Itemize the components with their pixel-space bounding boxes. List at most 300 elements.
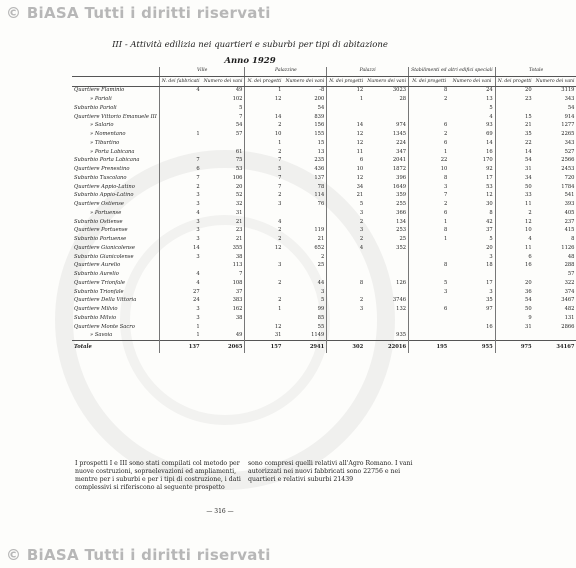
value-cell: 22016 (365, 341, 408, 354)
value-cell (449, 314, 495, 323)
value-cell (245, 253, 283, 262)
group-header-stabilimenti: Stabilimenti ed altri edifici speciali (409, 67, 496, 76)
table-row (72, 130, 576, 139)
row-label: Suburbio Appio-Latino (74, 192, 134, 199)
value-cell: 8 (489, 209, 493, 216)
value-cell: 347 (396, 148, 407, 155)
table-row (72, 227, 576, 236)
value-cell: 3 (159, 314, 201, 323)
value-cell: 78 (317, 183, 325, 190)
value-cell (327, 104, 365, 113)
value-cell (245, 288, 283, 297)
value-cell: 11 (495, 200, 533, 209)
row-label: Suburbio Trionfale (74, 288, 124, 295)
row-label: » Porta Labicana (90, 148, 135, 155)
value-cell (327, 253, 365, 262)
value-cell: 44 (317, 279, 325, 286)
value-cell: 2 (327, 235, 365, 244)
value-cell (365, 314, 408, 323)
value-cell: 975 (495, 341, 533, 354)
value-cell: 50 (495, 183, 533, 192)
value-cell: 3 (245, 200, 283, 209)
row-label: Quartiere Appio-Latino (74, 183, 135, 190)
value-cell (245, 270, 283, 279)
value-cell: 5 (239, 104, 243, 111)
value-cell: 54 (317, 104, 325, 111)
value-cell (409, 332, 450, 341)
value-cell (327, 113, 365, 122)
table-row (72, 218, 576, 227)
statistics-table (72, 67, 576, 353)
value-cell: 4 (159, 209, 201, 218)
row-label: Suburbio Milvio (74, 314, 117, 321)
row-label: Quartiere Ostiense (74, 201, 124, 208)
value-cell: 3 (489, 288, 493, 295)
value-cell: 5 (327, 200, 365, 209)
value-cell: 3 (327, 305, 365, 314)
value-cell (365, 104, 408, 113)
value-cell (159, 148, 201, 157)
value-cell: 5 (489, 236, 493, 243)
value-cell: 38 (235, 253, 243, 260)
value-cell: 2 (159, 183, 201, 192)
value-cell: 974 (396, 122, 407, 129)
value-cell: 2 (327, 218, 365, 227)
value-cell: 131 (564, 314, 575, 321)
value-cell: 237 (564, 218, 575, 225)
value-cell: 2 (409, 130, 450, 139)
value-cell: 132 (396, 306, 407, 313)
watermark-top: © BiASA Tutti i diritti riservati (6, 4, 271, 22)
value-cell: 1 (409, 148, 450, 157)
corner-cell (72, 67, 159, 76)
table-row (72, 314, 576, 323)
value-cell: 54 (495, 297, 533, 306)
value-cell: 57 (567, 271, 575, 278)
value-cell: 352 (396, 244, 407, 251)
value-cell: 10 (495, 227, 533, 236)
row-label: Suburbio Tuscolano (74, 174, 127, 181)
sub-header: N. dei progetti (327, 76, 365, 86)
value-cell: 3 (409, 183, 450, 192)
table-row (72, 122, 576, 131)
value-cell: 137 (314, 174, 325, 181)
value-cell: 8 (409, 86, 450, 95)
value-cell: 541 (564, 192, 575, 199)
value-cell: 3467 (561, 297, 575, 304)
value-cell: 3 (489, 253, 493, 260)
value-cell (202, 139, 245, 148)
table-row (72, 323, 576, 332)
value-cell: 2866 (561, 323, 575, 330)
value-cell: 1784 (561, 183, 575, 190)
value-cell (495, 270, 533, 279)
table-row (72, 305, 576, 314)
value-cell: 235 (314, 157, 325, 164)
sub-header: Numero dei vani (283, 76, 326, 86)
value-cell: 374 (564, 288, 575, 295)
value-cell: 6 (409, 122, 450, 131)
value-cell: 31 (245, 332, 283, 341)
value-cell: 343 (564, 96, 575, 103)
value-cell: 8 (571, 236, 575, 243)
value-cell: 75 (235, 157, 243, 164)
row-label: Suburbio Portuense (74, 236, 127, 243)
value-cell: 49 (235, 332, 243, 339)
value-cell: 5 (320, 297, 325, 304)
value-cell (327, 314, 365, 323)
group-header-row (72, 67, 576, 76)
value-cell: 3023 (392, 87, 407, 94)
value-cell: 1 (327, 95, 365, 104)
table-row (72, 174, 576, 183)
table-row (72, 183, 576, 192)
value-cell: 108 (232, 279, 243, 286)
row-label: Quartiere Milvio (74, 306, 118, 313)
row-label: » Tiburtino (90, 139, 120, 146)
value-cell: 2 (409, 200, 450, 209)
value-cell: 12 (245, 323, 283, 332)
value-cell: 52 (235, 192, 243, 199)
value-cell: 415 (564, 227, 575, 234)
group-header-ville: Ville (159, 67, 245, 76)
table-body (72, 86, 576, 353)
value-cell: 1345 (392, 131, 407, 138)
value-cell: 405 (564, 209, 575, 216)
footnote-right: sono compresi quelli relativi all'Agro Romano. I vani autorizzati nei nuovi fabbricati sono 22756 e nei quartieri e relativi suburbi 21439 (248, 460, 413, 483)
value-cell: 69 (486, 131, 493, 138)
value-cell (245, 209, 283, 218)
value-cell: 6 (409, 305, 450, 314)
value-cell: 113 (232, 262, 243, 269)
value-cell: 7 (245, 183, 283, 192)
value-cell: 2 (327, 297, 365, 306)
value-cell: 20 (235, 183, 243, 190)
group-header-totale: Totale (495, 67, 576, 76)
value-cell: 7 (159, 174, 201, 183)
value-cell (159, 104, 201, 113)
row-label: » Portuense (90, 209, 122, 216)
row-label: » Savoia (90, 332, 113, 339)
value-cell (409, 314, 450, 323)
value-cell: 10 (409, 165, 450, 174)
value-cell: 6 (495, 253, 533, 262)
sub-header: N. dei progetti (409, 76, 450, 86)
row-label: Quartiere Trionfale (74, 279, 125, 286)
value-cell: 3746 (392, 297, 407, 304)
value-cell: 10 (245, 130, 283, 139)
value-cell: 9 (495, 314, 533, 323)
row-label: Suburbio Parioli (74, 104, 117, 111)
value-cell: 4 (159, 270, 201, 279)
value-cell: 3 (320, 288, 325, 295)
value-cell: 22 (409, 157, 450, 166)
value-cell (409, 270, 450, 279)
table-row (72, 288, 576, 297)
value-cell: 42 (486, 218, 493, 225)
sub-header: N. dei progetti (495, 76, 533, 86)
row-label: Quartiere Prenestino (74, 166, 130, 173)
value-cell (365, 288, 408, 297)
value-cell: 914 (564, 113, 575, 120)
value-cell (202, 323, 245, 332)
table-row (72, 95, 576, 104)
value-cell: 126 (396, 279, 407, 286)
value-cell: 6 (327, 157, 365, 166)
value-cell: 1149 (311, 332, 325, 339)
value-cell (283, 218, 326, 227)
value-cell: 1126 (561, 244, 575, 251)
value-cell: 12 (327, 86, 365, 95)
value-cell: 31 (235, 209, 243, 216)
value-cell: 30 (486, 201, 493, 208)
value-cell: 17 (486, 279, 493, 286)
value-cell: 393 (564, 201, 575, 208)
value-cell: 12 (327, 174, 365, 183)
value-cell: 2 (245, 148, 283, 157)
value-cell: 18 (486, 262, 493, 269)
value-cell (327, 323, 365, 332)
value-cell: 34167 (534, 341, 576, 354)
value-cell: 3 (159, 218, 201, 227)
value-cell: 2265 (561, 131, 575, 138)
value-cell: 34 (327, 183, 365, 192)
value-cell: 2 (245, 192, 283, 201)
totals-row (72, 341, 576, 354)
value-cell: 36 (495, 288, 533, 297)
value-cell (365, 113, 408, 122)
value-cell: 155 (314, 131, 325, 138)
value-cell: 7 (245, 157, 283, 166)
value-cell: 3 (159, 235, 201, 244)
value-cell (495, 332, 533, 341)
value-cell: 12 (486, 192, 493, 199)
value-cell: 114 (314, 192, 325, 199)
value-cell: 2065 (202, 341, 245, 354)
value-cell: 34 (495, 174, 533, 183)
value-cell: 21 (327, 192, 365, 201)
value-cell: 1 (409, 235, 450, 244)
value-cell: 37 (486, 227, 493, 234)
value-cell: 8 (409, 227, 450, 236)
value-cell: 6 (409, 139, 450, 148)
value-cell: 8 (327, 279, 365, 288)
row-label: » Salario (90, 122, 114, 129)
value-cell: 5 (245, 165, 283, 174)
table-row (72, 297, 576, 306)
value-cell: 2 (409, 95, 450, 104)
value-cell: 99 (317, 306, 325, 313)
value-cell: 16 (486, 148, 493, 155)
value-cell: 3 (159, 192, 201, 201)
value-cell: 4 (327, 244, 365, 253)
value-cell: 93 (486, 122, 493, 129)
value-cell: 652 (314, 244, 325, 251)
sub-header: Numero dei vani (449, 76, 495, 86)
value-cell: 2453 (561, 166, 575, 173)
value-cell: 255 (396, 201, 407, 208)
value-cell: 119 (314, 227, 325, 234)
value-cell (327, 332, 365, 341)
value-cell (283, 270, 326, 279)
value-cell (159, 262, 201, 271)
value-cell: 23 (235, 227, 243, 234)
value-cell: 2041 (392, 157, 407, 164)
value-cell (365, 253, 408, 262)
page-number: — 316 — (206, 508, 234, 515)
value-cell: 12 (495, 218, 533, 227)
value-cell: 97 (486, 306, 493, 313)
value-cell: 20 (486, 244, 493, 251)
value-cell: 12 (327, 130, 365, 139)
value-cell: 14 (327, 122, 365, 131)
table-subtitle: Anno 1929 (224, 56, 276, 66)
value-cell: 35 (495, 130, 533, 139)
table-row (72, 235, 576, 244)
value-cell: 5 (409, 279, 450, 288)
value-cell: 2941 (283, 341, 326, 354)
table-title: III - Attività edilizia nei quartieri e suburbi per tipi di abitazione (112, 40, 388, 50)
row-label: Suburbio Aurelio (74, 271, 119, 278)
value-cell: 54 (495, 157, 533, 166)
value-cell: 157 (245, 341, 283, 354)
table-row (72, 270, 576, 279)
value-cell: 359 (396, 192, 407, 199)
value-cell: 17 (486, 174, 493, 181)
value-cell (409, 244, 450, 253)
sub-header-row (72, 76, 576, 86)
group-header-palazzi: Palazzi (327, 67, 409, 76)
row-label: Quartiere Aurelio (74, 262, 121, 269)
value-cell: 53 (486, 183, 493, 190)
value-cell: 3 (245, 262, 283, 271)
value-cell: 200 (314, 96, 325, 103)
table-row (72, 86, 576, 95)
value-cell: 12 (245, 95, 283, 104)
table-row (72, 200, 576, 209)
value-cell: 10 (327, 165, 365, 174)
value-cell: 85 (317, 314, 325, 321)
value-cell: 2 (245, 122, 283, 131)
value-cell: 106 (232, 174, 243, 181)
value-cell: 76 (317, 201, 325, 208)
value-cell: 3 (159, 253, 201, 262)
value-cell: 1 (159, 130, 201, 139)
value-cell: 3119 (561, 87, 575, 94)
value-cell: 7 (159, 157, 201, 166)
value-cell: 7 (239, 113, 243, 120)
value-cell: 50 (495, 305, 533, 314)
value-cell: 55 (317, 323, 325, 330)
value-cell: 13 (317, 148, 325, 155)
value-cell: 53 (235, 166, 243, 173)
value-cell: 366 (396, 209, 407, 216)
value-cell: 92 (486, 166, 493, 173)
sub-header: Numero dei vani (534, 76, 576, 86)
value-cell: 2 (495, 209, 533, 218)
value-cell (327, 288, 365, 297)
value-cell: 21 (235, 218, 243, 225)
value-cell (327, 270, 365, 279)
value-cell: 1 (159, 332, 201, 341)
value-cell: 48 (567, 253, 575, 260)
value-cell (449, 270, 495, 279)
value-cell: 134 (396, 218, 407, 225)
value-cell: 1 (245, 305, 283, 314)
value-cell (409, 323, 450, 332)
row-label: Quartiere Gianicolense (74, 244, 135, 251)
value-cell (159, 113, 201, 122)
value-cell: 1 (409, 218, 450, 227)
value-cell: 1 (245, 139, 283, 148)
value-cell: 32 (235, 201, 243, 208)
value-cell: 20 (495, 86, 533, 95)
value-cell: 935 (396, 332, 407, 339)
row-label: Quartiere Portuense (74, 227, 128, 234)
value-cell: 3 (159, 200, 201, 209)
value-cell: 22 (495, 139, 533, 148)
group-header-palazzine: Palazzine (245, 67, 327, 76)
sub-header: Numero dei vani (365, 76, 408, 86)
footnote-left: I prospetti I e III sono stati compilati col metodo per nuove costruzioni, sopraelevazioni ed ampliamenti, mentre per i suburbi e per i tipi di costruzione, i dati complessivi si riferiscono al seguente prospetto (75, 460, 241, 491)
value-cell (283, 209, 326, 218)
value-cell: 224 (396, 139, 407, 146)
value-cell: 35 (486, 297, 493, 304)
value-cell: 24 (159, 297, 201, 306)
value-cell: 1 (245, 86, 283, 95)
value-cell: 14 (159, 244, 201, 253)
value-cell: 288 (564, 262, 575, 269)
value-cell: 436 (314, 166, 325, 173)
value-cell: 720 (564, 174, 575, 181)
value-cell: 8 (409, 262, 450, 271)
value-cell: 2 (245, 297, 283, 306)
value-cell (245, 314, 283, 323)
value-cell: 12 (245, 244, 283, 253)
value-cell: 839 (314, 113, 325, 120)
corner-cell-2 (72, 76, 159, 86)
row-label: » Parioli (90, 96, 112, 103)
value-cell: 2566 (561, 157, 575, 164)
value-cell: 23 (495, 95, 533, 104)
value-cell: 2 (245, 279, 283, 288)
table-row (72, 253, 576, 262)
value-cell: 3 (327, 209, 365, 218)
value-cell: 195 (409, 341, 450, 354)
value-cell (495, 104, 533, 113)
value-cell: 15 (495, 113, 533, 122)
value-cell: 7 (409, 192, 450, 201)
value-cell: 6 (159, 165, 201, 174)
value-cell: -8 (319, 87, 325, 94)
table-row (72, 262, 576, 271)
value-cell: 4 (489, 113, 493, 120)
table-row (72, 279, 576, 288)
value-cell: 3 (159, 305, 201, 314)
table-row (72, 104, 576, 113)
value-cell: 49 (235, 87, 243, 94)
value-cell: 253 (396, 227, 407, 234)
value-cell: 16 (486, 323, 493, 330)
value-cell: 38 (235, 314, 243, 321)
value-cell: 54 (235, 122, 243, 129)
value-cell: 302 (327, 341, 365, 354)
value-cell: 102 (232, 96, 243, 103)
value-cell: 6 (409, 209, 450, 218)
value-cell: 61 (235, 148, 243, 155)
value-cell: 955 (449, 341, 495, 354)
value-cell: 3 (327, 227, 365, 236)
